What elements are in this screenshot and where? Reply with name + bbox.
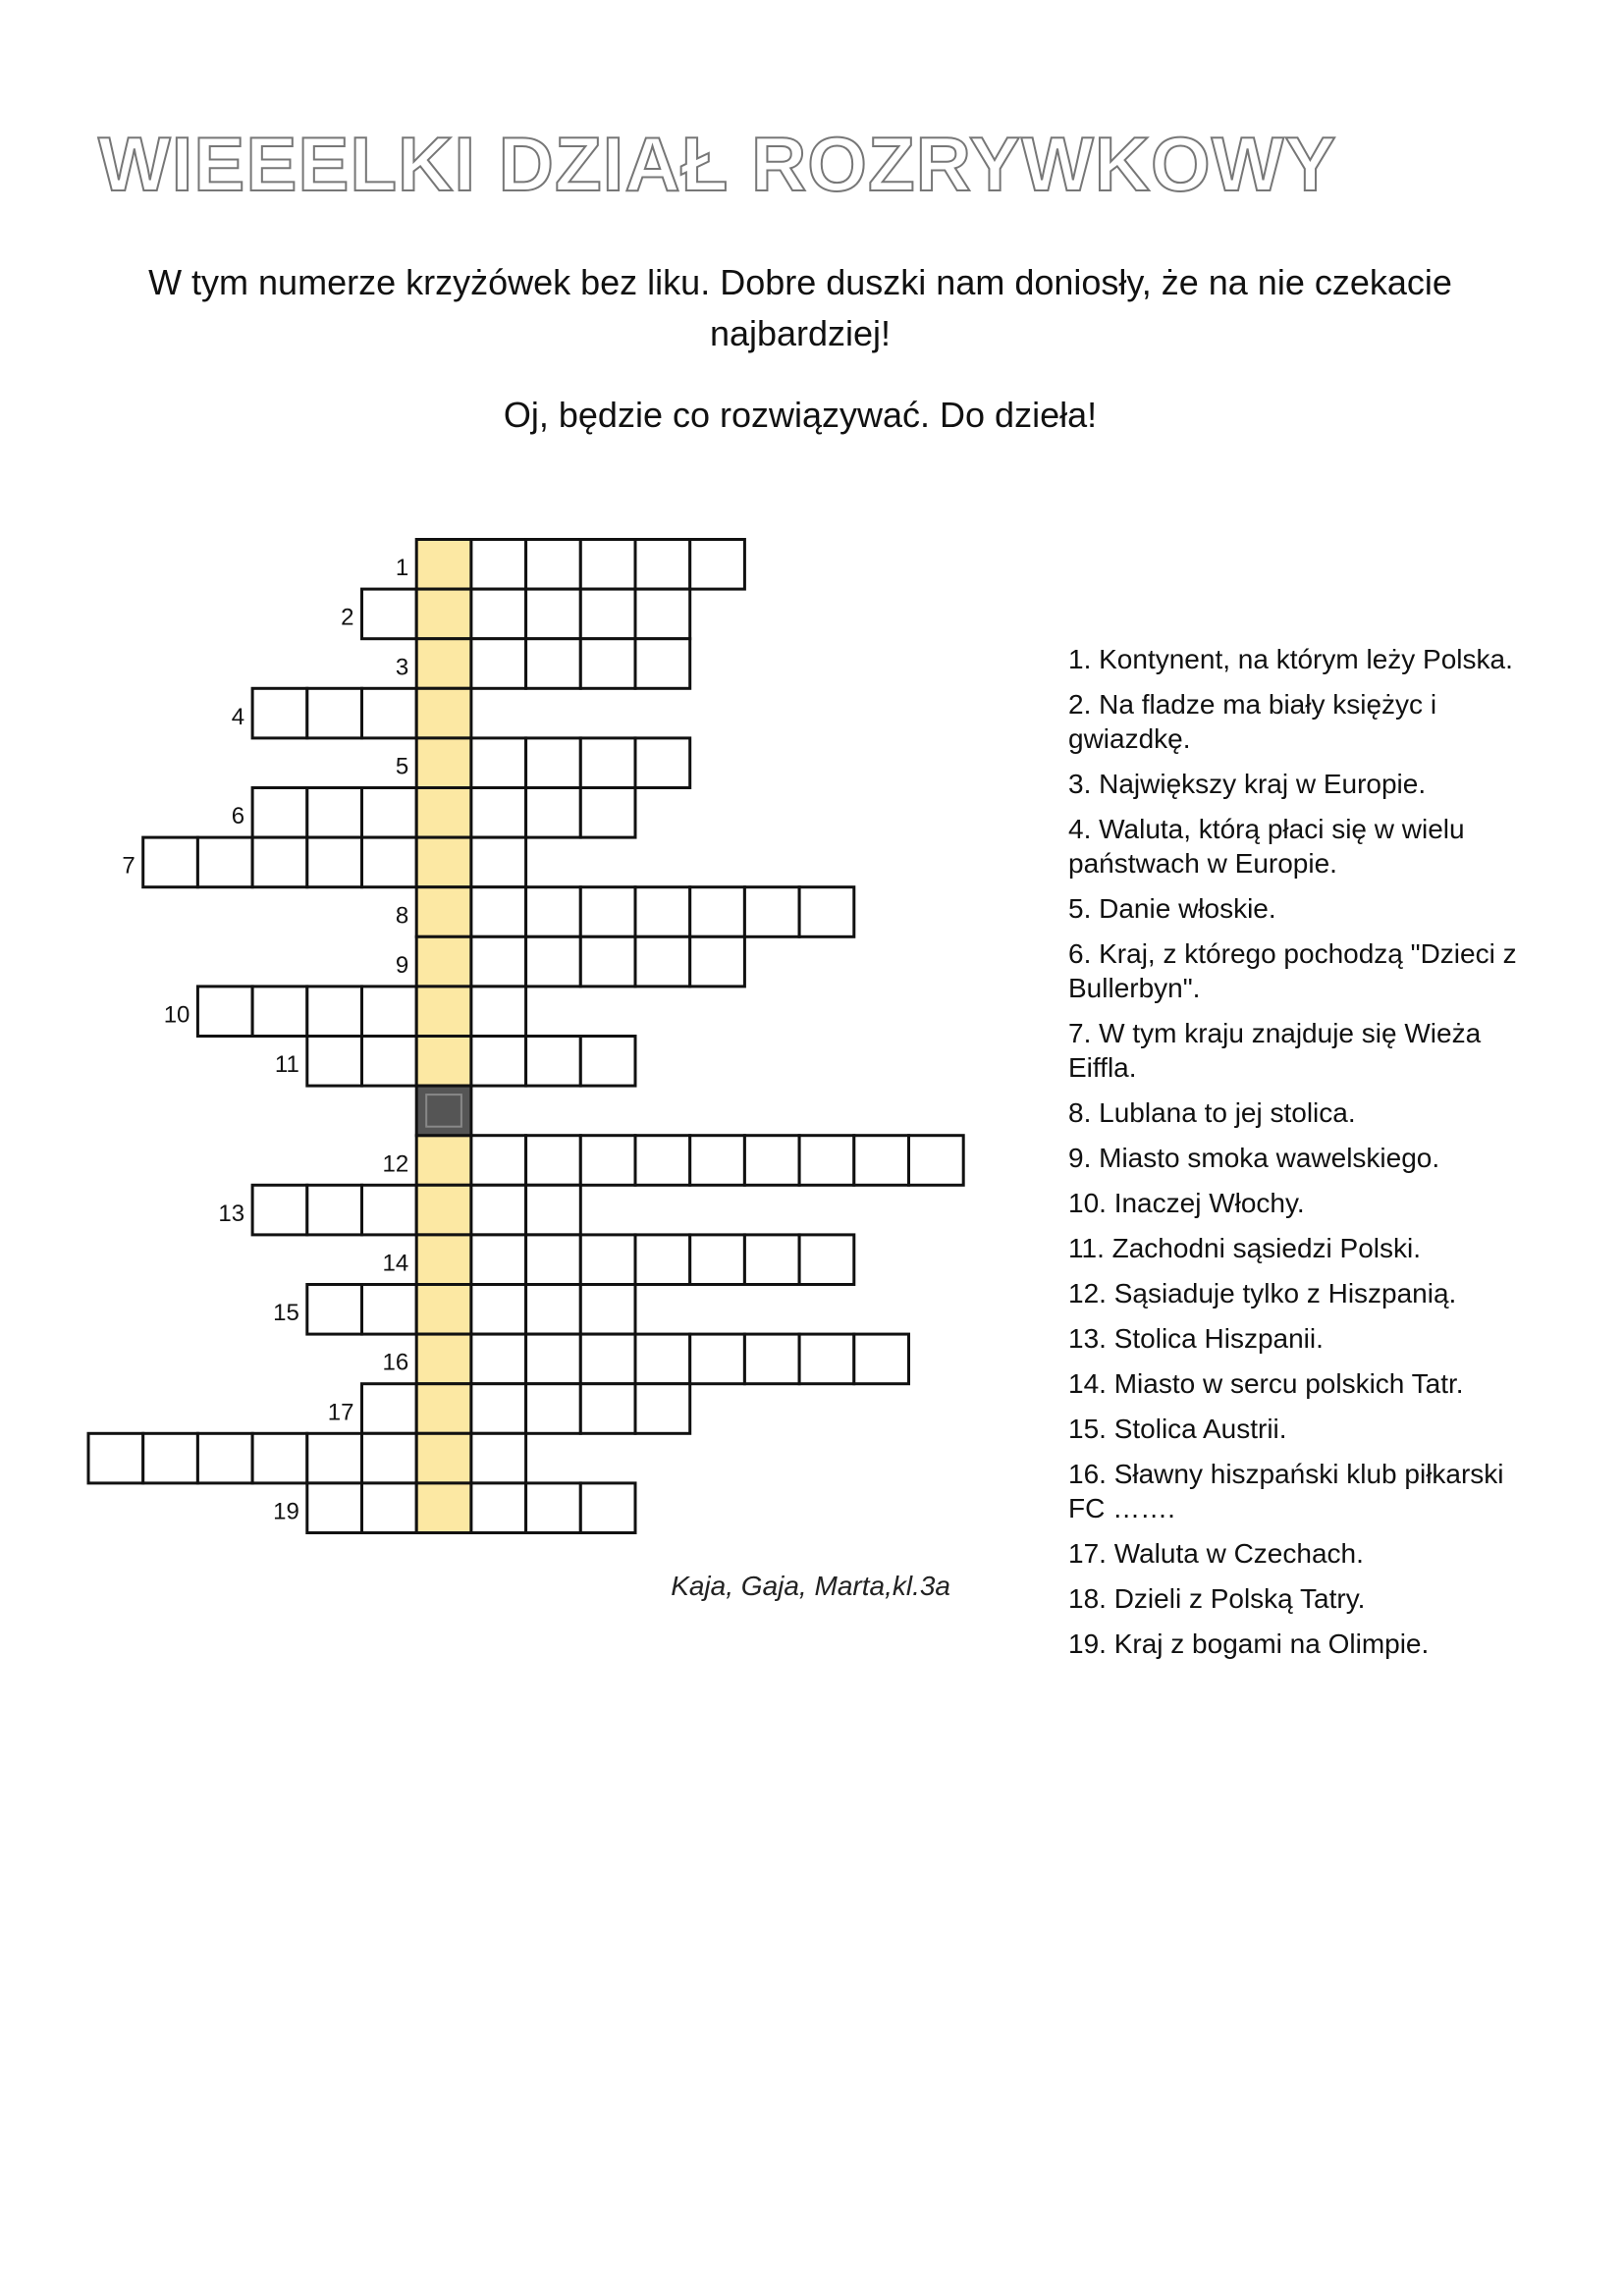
clue-item: 16. Sławny hiszpański klub piłkarski FC ……. — [1068, 1459, 1504, 1523]
crossword-cell[interactable] — [744, 1334, 799, 1384]
key-column-cell[interactable] — [416, 1334, 471, 1384]
row-number: 19 — [273, 1498, 299, 1525]
crossword-cell[interactable] — [471, 1037, 526, 1087]
row-number: 10 — [163, 1001, 190, 1029]
crossword-cell[interactable] — [252, 688, 307, 738]
crossword-cell[interactable] — [252, 1433, 307, 1483]
crossword-cell[interactable] — [362, 1483, 417, 1533]
key-column-cell[interactable] — [416, 887, 471, 937]
crossword-cell[interactable] — [526, 788, 581, 838]
crossword-cell[interactable] — [526, 639, 581, 689]
crossword-cell[interactable] — [526, 887, 581, 937]
crossword-cell[interactable] — [471, 1185, 526, 1235]
row-number: 5 — [395, 753, 409, 780]
row-number: 17 — [327, 1399, 354, 1426]
crossword-cell[interactable] — [362, 589, 417, 639]
crossword-cell[interactable] — [362, 987, 417, 1037]
crossword-cell[interactable] — [635, 1384, 690, 1434]
crossword-cell[interactable] — [690, 887, 745, 937]
key-column-cell[interactable] — [416, 987, 471, 1037]
crossword-cell[interactable] — [526, 1285, 581, 1335]
row-number: 9 — [395, 951, 409, 979]
key-column-cell[interactable] — [416, 639, 471, 689]
crossword-cell[interactable] — [362, 688, 417, 738]
crossword-cell[interactable] — [471, 1136, 526, 1186]
key-column-cell[interactable] — [416, 1384, 471, 1434]
key-column-cell[interactable] — [416, 738, 471, 788]
crossword-cell[interactable] — [471, 936, 526, 987]
crossword-cell[interactable] — [471, 1433, 526, 1483]
crossword-cell[interactable] — [362, 1037, 417, 1087]
crossword-cell[interactable] — [471, 1235, 526, 1285]
crossword-cell[interactable] — [580, 540, 635, 590]
clue-item: 19. Kraj z bogami na Olimpie. — [1068, 1629, 1430, 1659]
row-number: 1 — [395, 555, 409, 582]
crossword-cell[interactable] — [799, 1235, 854, 1285]
key-column-cell[interactable] — [416, 1235, 471, 1285]
crossword-cell[interactable] — [580, 738, 635, 788]
crossword-cell[interactable] — [471, 788, 526, 838]
crossword-cell[interactable] — [252, 987, 307, 1037]
crossword-cell[interactable] — [580, 788, 635, 838]
crossword-cell[interactable] — [635, 887, 690, 937]
key-column-cell[interactable] — [416, 589, 471, 639]
row-number: 3 — [395, 654, 409, 681]
key-column-cell[interactable] — [416, 1037, 471, 1087]
clue-item: 3. Największy kraj w Europie. — [1068, 769, 1427, 799]
crossword-cell[interactable] — [580, 1136, 635, 1186]
clue-item: 14. Miasto w sercu polskich Tatr. — [1068, 1368, 1464, 1399]
crossword-cell[interactable] — [252, 1185, 307, 1235]
row-number: 4 — [231, 703, 245, 730]
key-column-cell[interactable] — [416, 1483, 471, 1533]
clue-item: 2. Na fladze ma biały księżyc i gwiazdkę. — [1068, 689, 1437, 754]
crossword-cell[interactable] — [471, 1285, 526, 1335]
row-number: 6 — [231, 803, 245, 830]
page-title: WIEEELKI DZIAŁ ROZRYWKOWY — [98, 121, 1337, 207]
crossword-cell[interactable] — [252, 788, 307, 838]
crossword-cell[interactable] — [580, 887, 635, 937]
crossword-cell[interactable] — [526, 589, 581, 639]
crossword-cell[interactable] — [362, 1433, 417, 1483]
crossword-cell[interactable] — [854, 1334, 909, 1384]
crossword-cell[interactable] — [471, 837, 526, 887]
crossword-cell[interactable] — [744, 887, 799, 937]
crossword-cell[interactable] — [580, 936, 635, 987]
crossword-cell[interactable] — [744, 1136, 799, 1186]
crossword-cell[interactable] — [471, 540, 526, 590]
crossword-cell[interactable] — [471, 1384, 526, 1434]
crossword-cell[interactable] — [799, 887, 854, 937]
crossword-cell[interactable] — [471, 1483, 526, 1533]
crossword-cell[interactable] — [526, 540, 581, 590]
key-column-cell[interactable] — [416, 1185, 471, 1235]
row-number: 8 — [395, 902, 409, 930]
crossword-cell[interactable] — [307, 1433, 362, 1483]
crossword-cell[interactable] — [635, 738, 690, 788]
row-number: 2 — [341, 604, 354, 631]
crossword-cell[interactable] — [197, 837, 252, 887]
crossword-cell[interactable] — [526, 1334, 581, 1384]
row-number: 14 — [382, 1250, 409, 1277]
crossword-cell[interactable] — [526, 1483, 581, 1533]
crossword-cell[interactable] — [580, 1483, 635, 1533]
clue-item: 10. Inaczej Włochy. — [1068, 1188, 1305, 1218]
crossword-cell[interactable] — [362, 788, 417, 838]
clue-item: 9. Miasto smoka wawelskiego. — [1068, 1143, 1440, 1173]
key-column-cell[interactable] — [416, 688, 471, 738]
crossword-cell[interactable] — [88, 1433, 143, 1483]
crossword-cell[interactable] — [635, 540, 690, 590]
crossword-cell[interactable] — [526, 1384, 581, 1434]
crossword-cell[interactable] — [635, 936, 690, 987]
intro-text: W tym numerze krzyżówek bez liku. Dobre duszki nam doniosły, że na nie czekacie najbardziej! — [148, 262, 1452, 353]
crossword-cell[interactable] — [635, 1334, 690, 1384]
crossword-cell[interactable] — [307, 1037, 362, 1087]
crossword-cell[interactable] — [307, 837, 362, 887]
crossword-cell[interactable] — [526, 738, 581, 788]
crossword-cell[interactable] — [580, 1285, 635, 1335]
crossword-cell[interactable] — [362, 1185, 417, 1235]
crossword-cell[interactable] — [690, 936, 745, 987]
crossword-cell[interactable] — [143, 1433, 198, 1483]
crossword-cell[interactable] — [690, 1334, 745, 1384]
crossword-cell[interactable] — [197, 987, 252, 1037]
crossword-cell[interactable] — [252, 837, 307, 887]
crossword-cell[interactable] — [580, 1037, 635, 1087]
crossword-cell[interactable] — [197, 1433, 252, 1483]
crossword-cell[interactable] — [744, 1235, 799, 1285]
clue-item: 11. Zachodni sąsiedzi Polski. — [1068, 1233, 1421, 1263]
crossword-cell[interactable] — [690, 1235, 745, 1285]
clue-list — [1068, 642, 1540, 1672]
crossword-cell[interactable] — [635, 1235, 690, 1285]
crossword-cell[interactable] — [362, 1285, 417, 1335]
crossword-cell[interactable] — [471, 738, 526, 788]
crossword-cell[interactable] — [307, 1285, 362, 1335]
crossword-cell[interactable] — [471, 987, 526, 1037]
key-column-cell[interactable] — [416, 837, 471, 887]
crossword-cell[interactable] — [362, 1384, 417, 1434]
row-number: 13 — [218, 1200, 245, 1227]
row-number: 16 — [382, 1349, 409, 1376]
crossword-cell[interactable] — [526, 936, 581, 987]
crossword-cell[interactable] — [471, 589, 526, 639]
intro-cta: Oj, będzie co rozwiązywać. Do dzieła! — [503, 395, 1098, 435]
crossword-cell[interactable] — [580, 589, 635, 639]
key-column-cell[interactable] — [416, 540, 471, 590]
crossword-cell[interactable] — [909, 1136, 964, 1186]
crossword-cell[interactable] — [580, 1334, 635, 1384]
author-credit: Kaja, Gaja, Marta,kl.3a — [671, 1571, 950, 1601]
key-column-cell[interactable] — [416, 1285, 471, 1335]
clue-item: 7. W tym kraju znajduje się Wieża Eiffla. — [1068, 1018, 1482, 1083]
clue-item: 15. Stolica Austrii. — [1068, 1414, 1287, 1444]
clue-item: 4. Waluta, którą płaci się w wielu państwach w Europie. — [1068, 814, 1465, 879]
row-number: 15 — [273, 1300, 299, 1327]
clue-item: 17. Waluta w Czechach. — [1068, 1538, 1364, 1569]
key-column-cell[interactable] — [416, 936, 471, 987]
clue-item: 1. Kontynent, na którym leży Polska. — [1068, 644, 1513, 674]
crossword-cell[interactable] — [580, 1235, 635, 1285]
blocked-cell — [416, 1086, 471, 1136]
crossword-cell[interactable] — [690, 1136, 745, 1186]
blocked-cell-inset — [426, 1095, 461, 1127]
clue-item: 12. Sąsiaduje tylko z Hiszpanią. — [1068, 1278, 1457, 1308]
key-column-cell[interactable] — [416, 788, 471, 838]
crossword-cell[interactable] — [526, 1185, 581, 1235]
clue-item: 8. Lublana to jej stolica. — [1068, 1097, 1356, 1128]
clue-item: 18. Dzieli z Polską Tatry. — [1068, 1583, 1366, 1614]
crossword-cell[interactable] — [307, 1483, 362, 1533]
clue-item: 6. Kraj, z którego pochodzą "Dzieci z Bullerbyn". — [1068, 938, 1517, 1003]
crossword-cell[interactable] — [471, 1334, 526, 1384]
crossword-cell[interactable] — [526, 1235, 581, 1285]
crossword-cell[interactable] — [799, 1334, 854, 1384]
crossword-cell[interactable] — [690, 540, 745, 590]
crossword-cell[interactable] — [307, 688, 362, 738]
crossword-cell[interactable] — [307, 987, 362, 1037]
row-number: 7 — [122, 852, 135, 880]
crossword-cell[interactable] — [854, 1136, 909, 1186]
crossword-cell[interactable] — [307, 788, 362, 838]
crossword-cell[interactable] — [526, 1037, 581, 1087]
crossword-cell[interactable] — [635, 1136, 690, 1186]
crossword-cell[interactable] — [799, 1136, 854, 1186]
crossword-cell[interactable] — [307, 1185, 362, 1235]
clue-item: 5. Danie włoskie. — [1068, 893, 1276, 924]
clue-item: 13. Stolica Hiszpanii. — [1068, 1323, 1324, 1354]
crossword-cell[interactable] — [635, 589, 690, 639]
crossword-cell[interactable] — [580, 1384, 635, 1434]
crossword-cell[interactable] — [526, 1136, 581, 1186]
row-number: 11 — [274, 1051, 299, 1079]
crossword-cell[interactable] — [580, 639, 635, 689]
row-number: 12 — [382, 1150, 409, 1178]
key-column-cell[interactable] — [416, 1433, 471, 1483]
crossword-cell[interactable] — [635, 639, 690, 689]
crossword-cell[interactable] — [471, 639, 526, 689]
crossword-cell[interactable] — [362, 837, 417, 887]
crossword-cell[interactable] — [143, 837, 198, 887]
key-column-cell[interactable] — [416, 1136, 471, 1186]
crossword-cell[interactable] — [471, 887, 526, 937]
